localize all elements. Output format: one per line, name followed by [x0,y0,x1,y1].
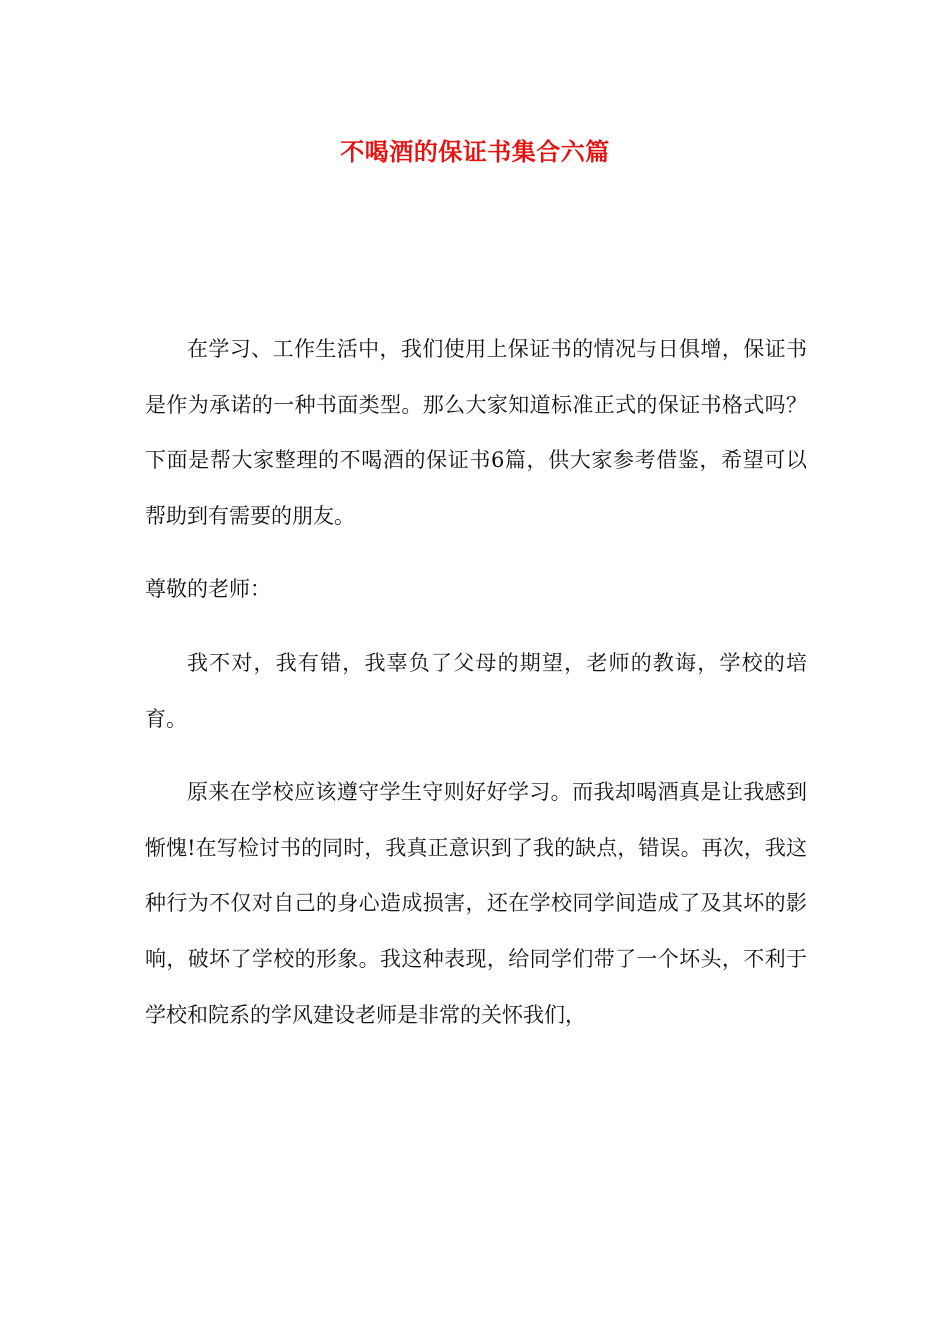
document-title: 不喝酒的保证书集合六篇 [340,137,610,166]
document-body [145,322,807,1061]
reflection-paragraph: 原来在学校应该遵守学生守则好好学习。而我却喝酒真是让我感到惭愧!在写检讨书的同时，我真正意识到了我的缺点，错误。再次，我这种行为不仅对自己的身心造成损害，还在学校同学间造成了及其坏的影响，破坏了学校的形象。我这种表现，给同学们带了一个坏头，不利于学校和院系的学风建设老师是非常的关怀我们， [145,780,807,1027]
salutation: 尊敬的老师： [145,577,271,602]
intro-paragraph: 在学习、工作生活中，我们使用上保证书的情况与日俱增，保证书是作为承诺的一种书面类型。那么大家知道标准正式的保证书格式吗？下面是帮大家整理的不喝酒的保证书6篇，供大家参考借鉴，希望可以帮助到有需要的朋友。 [145,337,807,528]
apology-paragraph: 我不对，我有错，我辜负了父母的期望，老师的教诲，学校的培育。 [145,650,807,731]
